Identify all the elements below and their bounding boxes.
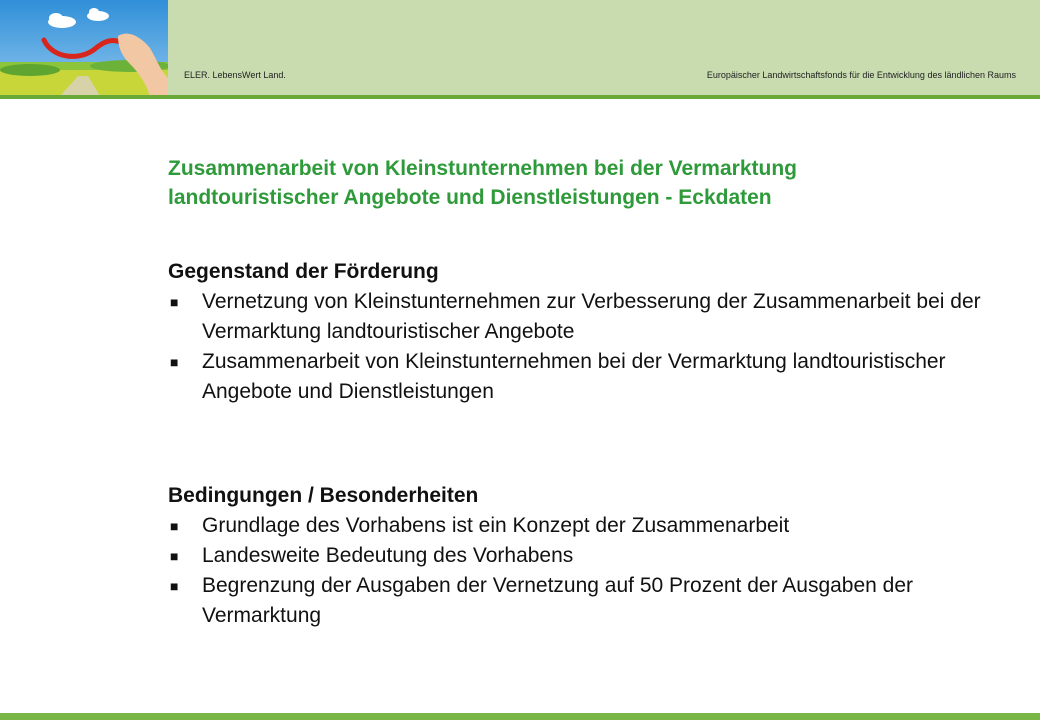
header-divider [0, 95, 1040, 99]
footer-divider [0, 713, 1040, 720]
header-banner [0, 0, 1040, 96]
header-fund-name: Europäischer Landwirtschaftsfonds für die Entwicklung des ländlichen Raums [706, 70, 1016, 80]
list-item-text: Begrenzung der Ausgaben der Vernetzung auf 50 Prozent der Ausgaben der Vermarktung [202, 574, 914, 627]
square-bullet-icon: ■ [170, 518, 179, 534]
list-item-text: Grundlage des Vorhabens ist ein Konzept der Zusammenarbeit [202, 514, 790, 537]
list-item [168, 571, 988, 631]
section-foerdergegenstand [168, 257, 988, 407]
header-slogan: ELER. LebensWert Land. [184, 70, 286, 80]
section-heading: Gegenstand der Förderung [168, 260, 439, 283]
list-item-text: Landesweite Bedeutung des Vorhabens [202, 544, 574, 567]
slide-title-line-2: landtouristischer Angebote und Dienstleistungen - Eckdaten [168, 186, 772, 209]
list-item [168, 511, 988, 541]
list-item-text: Zusammenarbeit von Kleinstunternehmen bei der Vermarktung landtouristischer Angebote und Dienstleistungen [202, 350, 946, 403]
square-bullet-icon: ■ [170, 294, 179, 310]
list-item [168, 541, 988, 571]
slide-title-line-1: Zusammenarbeit von Kleinstunternehmen bei der Vermarktung [168, 157, 797, 180]
slide-title [168, 154, 1008, 212]
bullet-list [168, 511, 988, 631]
section-bedingungen [168, 481, 988, 631]
bullet-list [168, 287, 988, 407]
eler-logo-image [0, 0, 168, 96]
list-item-text: Vernetzung von Kleinstunternehmen zur Verbesserung der Zusammenarbeit bei der Vermarktung landtouristischer Angebote [202, 290, 981, 343]
section-heading: Bedingungen / Besonderheiten [168, 484, 479, 507]
list-item [168, 287, 988, 347]
square-bullet-icon: ■ [170, 548, 179, 564]
square-bullet-icon: ■ [170, 578, 179, 594]
list-item [168, 347, 988, 407]
square-bullet-icon: ■ [170, 354, 179, 370]
